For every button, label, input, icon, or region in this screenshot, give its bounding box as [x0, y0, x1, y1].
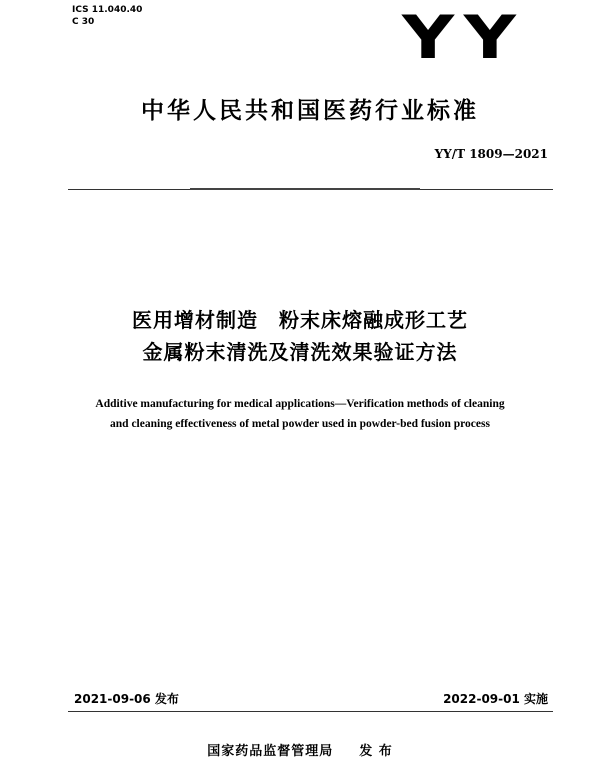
- standard-title: 中华人民共和国医药行业标准: [141, 98, 479, 124]
- bottom-divider: [68, 711, 553, 712]
- publisher-name: 国家药品监督管理局: [207, 744, 334, 759]
- implementation-date: 2022-09-01 实施: [443, 692, 548, 706]
- chinese-title-line-2: 金属粉末清洗及清洗效果验证方法: [142, 340, 458, 364]
- class-code: C 30: [72, 17, 95, 27]
- standard-number: YY/T 1809—2021: [434, 147, 548, 161]
- publish-word: 发 布: [359, 744, 393, 759]
- issue-date: 2021-09-06 发布: [74, 692, 179, 706]
- english-title-line-1: Additive manufacturing for medical applications—Verification methods of cleaning: [95, 398, 505, 410]
- chinese-title: [40, 304, 560, 368]
- classification-codes: [72, 4, 142, 28]
- ics-code: ICS 11.040.40: [72, 5, 143, 15]
- publisher-line: [0, 740, 600, 759]
- top-divider-accent: [190, 188, 420, 190]
- yy-logo: YY: [402, 3, 526, 73]
- chinese-title-line-1: 医用增材制造 粉末床熔融成形工艺: [132, 308, 468, 332]
- english-title-line-2: and cleaning effectiveness of metal powder used in powder-bed fusion process: [110, 418, 490, 430]
- english-title: [40, 394, 560, 434]
